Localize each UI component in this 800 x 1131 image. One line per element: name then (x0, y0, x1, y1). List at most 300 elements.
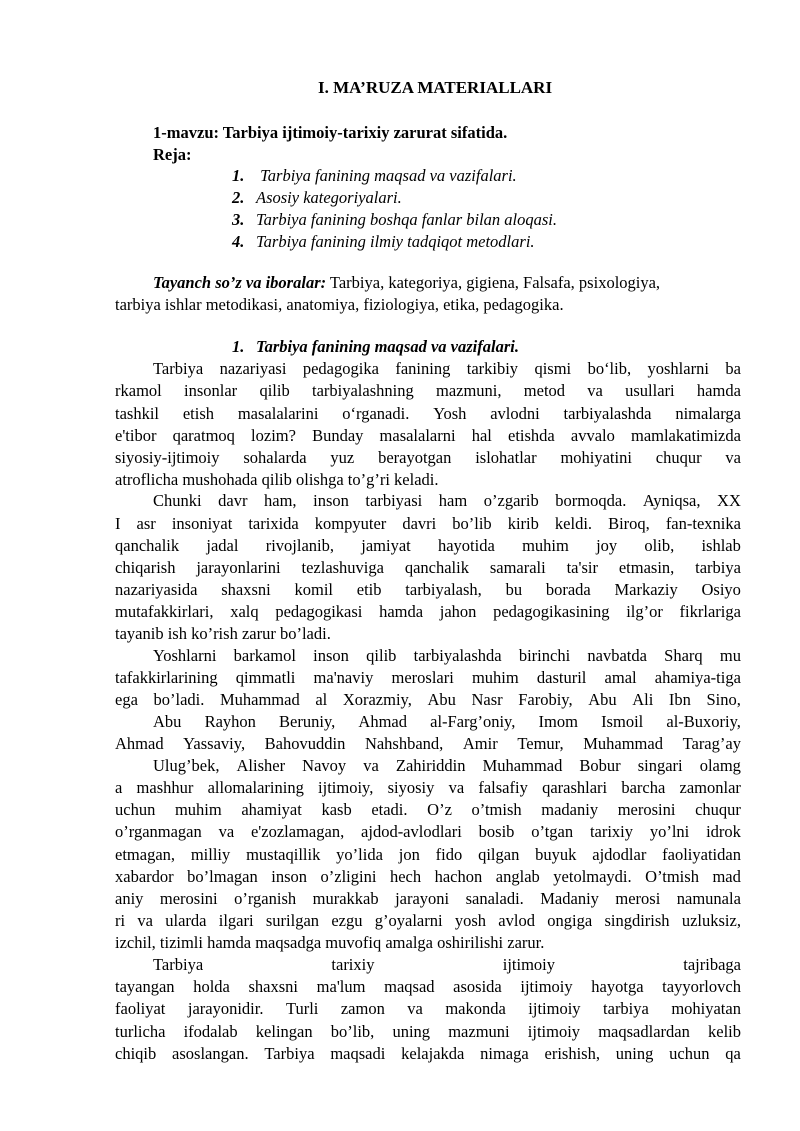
body-word: mashhur (136, 778, 194, 797)
body-word: XX (717, 491, 741, 510)
body-word: ijtimoiy (502, 955, 555, 974)
body-line (153, 646, 741, 666)
body-word: masalalarini (237, 404, 319, 423)
body-word: pedagogika (302, 359, 379, 378)
body-line (115, 822, 741, 842)
body-line (115, 867, 741, 887)
body-word: Biroq, (608, 514, 650, 533)
body-word: tezlashuviga (301, 558, 384, 577)
body-word: Yassaviy, (183, 734, 246, 753)
plan-item-text: Tarbiya fanining maqsad va vazifalari. (256, 166, 517, 185)
body-word: bu (505, 580, 523, 599)
plan-item (232, 210, 557, 230)
body-word: Tarag’ay (682, 734, 741, 753)
body-word: zamon (340, 999, 385, 1018)
body-word: O’z (427, 800, 452, 819)
body-word: Bobur (579, 756, 621, 775)
body-word: o’rganmagan (115, 822, 202, 841)
plan-item-text: Asosiy kategoriyalari. (256, 188, 402, 207)
body-word: Beruniy, (279, 712, 336, 731)
body-word: idrok (706, 822, 741, 841)
body-word: Nahshband, (364, 734, 444, 753)
body-word: birinchi (518, 646, 571, 665)
body-word: ifodalab (183, 1022, 238, 1041)
body-line (115, 690, 741, 710)
body-word: mohiyatan (671, 999, 741, 1018)
page-heading: I. MA’RUZA MATERIALLARI (318, 78, 553, 97)
body-word: Markaziy (614, 580, 678, 599)
body-word: ham, (264, 491, 297, 510)
body-word: chiqib (115, 1044, 157, 1063)
body-word: Ayniqsa, (642, 491, 701, 510)
body-word: nazariyasi (219, 359, 287, 378)
body-word: yetolmaydi. (553, 867, 632, 886)
body-line (115, 1044, 741, 1064)
body-word: tarbiyalash, (405, 580, 482, 599)
body-line: izchil, tizimli hamda maqsadga muvofiq amalga oshirilishi zarur. (115, 933, 545, 952)
body-word: Yosh (433, 404, 467, 423)
body-word: bo’lmagan (187, 867, 258, 886)
body-word: insoniyat (171, 514, 233, 533)
body-line (153, 359, 741, 379)
body-word: o‘rganadi. (342, 404, 410, 423)
body-word: Farobiy, (518, 690, 573, 709)
body-line (153, 712, 741, 732)
body-word: faoliyatidan (662, 845, 741, 864)
plan-item-number: 1. (232, 166, 245, 185)
body-word: ba (725, 359, 741, 378)
body-word: al (315, 690, 328, 709)
body-word: rivojlanib, (265, 536, 334, 555)
body-word: Bunday (312, 426, 364, 445)
body-line: atroflicha mushohada qilib olishga to’g’ri keladi. (115, 470, 439, 489)
body-word: bormoqda. (555, 491, 627, 510)
body-word: mustaqillik (246, 845, 321, 864)
body-word: muhim (522, 536, 569, 555)
body-word: samarali (489, 558, 546, 577)
body-line (115, 426, 741, 446)
body-word: mamlakatimizda (630, 426, 741, 445)
body-word: meroslari (391, 668, 454, 687)
body-word: mad (712, 867, 741, 886)
body-word: tarkibiy (466, 359, 519, 378)
body-word: muhim (471, 668, 519, 687)
body-line (115, 536, 741, 556)
body-word: Muhammad (219, 690, 300, 709)
body-word: maqsadlardan (598, 1022, 690, 1041)
body-word: surilgan (265, 911, 320, 930)
body-word: mazmuni, (435, 381, 502, 400)
body-line (115, 1022, 741, 1042)
body-word: asoslangan. (172, 1044, 249, 1063)
body-word: ma'naviy (313, 668, 374, 687)
body-line (115, 778, 741, 798)
body-word: asosida (453, 977, 502, 996)
section-number: 1. (232, 337, 245, 356)
body-word: e'tibor (115, 426, 157, 445)
body-word: shaxsni (248, 977, 299, 996)
body-word: uning (392, 1022, 431, 1041)
body-word: hayotida (437, 536, 495, 555)
body-word: falsafiy (478, 778, 528, 797)
body-word: qismi (534, 359, 572, 378)
body-word: etmagan, (115, 845, 176, 864)
body-word: uchun (115, 800, 156, 819)
body-word: jahon (439, 602, 477, 621)
section-heading (232, 337, 519, 357)
body-word: chiqarish (115, 558, 176, 577)
body-word: tarbiya (695, 558, 741, 577)
body-word: Navoy (302, 756, 347, 775)
body-line (115, 580, 741, 600)
section-title: Tarbiya fanining maqsad va vazifalari. (256, 337, 519, 356)
body-word: yo’lida (336, 845, 383, 864)
body-line (115, 404, 741, 424)
body-word: maqsadi (330, 1044, 386, 1063)
body-word: tayangan (115, 977, 175, 996)
body-line (115, 381, 741, 401)
body-word: a (115, 778, 123, 797)
body-word: qimmatli (235, 668, 296, 687)
body-word: kirib (507, 514, 539, 533)
body-word: ilg’or (626, 602, 663, 621)
body-word: etishda (508, 426, 555, 445)
body-word: ahamiya-tiga (654, 668, 741, 687)
body-word: tayyorlovch (662, 977, 741, 996)
body-word: Ali (632, 690, 654, 709)
body-word: singari (637, 756, 683, 775)
plan-item-text: Tarbiya fanining ilmiy tadqiqot metodlari. (256, 232, 535, 251)
body-word: Sharq (664, 646, 703, 665)
body-word: Xorazmiy, (342, 690, 412, 709)
body-word: jamiyat (361, 536, 411, 555)
body-word: tajribaga (683, 955, 741, 974)
body-word: uchun (669, 1044, 710, 1063)
body-word: uzluksiz, (681, 911, 741, 930)
body-word: etish (182, 404, 214, 423)
body-word: yosh (454, 911, 487, 930)
body-word: sohalarda (243, 448, 307, 467)
body-word: va (218, 822, 235, 841)
body-word: hal (471, 426, 492, 445)
body-line (153, 491, 741, 511)
body-word: yo’lni (649, 822, 690, 841)
body-word: ongiga (547, 911, 593, 930)
body-word: tarixida (248, 514, 299, 533)
body-word: tarbiyalashda (413, 646, 502, 665)
body-word: kompyuter (314, 514, 387, 533)
body-word: Rayhon (204, 712, 256, 731)
body-word: pedagogikasi (275, 602, 363, 621)
body-word: asr (136, 514, 156, 533)
plan-item-text: Tarbiya fanining boshqa fanlar bilan aloqasi. (256, 210, 558, 229)
body-word: bo’ladi. (153, 690, 205, 709)
body-word: sanaladi. (465, 889, 524, 908)
body-word: ega (115, 690, 138, 709)
body-word: nimalarga (675, 404, 741, 423)
body-word: qa (725, 1044, 741, 1063)
body-word: insonlar (184, 381, 238, 400)
body-word: uning (615, 1044, 654, 1063)
body-word: qilgan (478, 845, 520, 864)
body-line (115, 602, 741, 622)
body-word: qilib (366, 646, 397, 665)
body-word: va (448, 778, 465, 797)
body-word: barkamol (233, 646, 296, 665)
body-word: davr (218, 491, 248, 510)
body-word: merosini (159, 889, 218, 908)
body-word: siyosiy-ijtimoiy (115, 448, 220, 467)
body-word: xabardor (115, 867, 174, 886)
body-word: ri (115, 911, 126, 930)
body-word: lozim? (251, 426, 296, 445)
body-word: al-Farg’oniy, (430, 712, 516, 731)
body-line (115, 448, 741, 468)
body-word: nimaga (480, 1044, 529, 1063)
body-line (115, 558, 741, 578)
body-word: kasb (321, 800, 352, 819)
body-word: Muhammad (583, 734, 663, 753)
body-line: tayanib ish ko’rish zarur bo’ladi. (115, 624, 331, 643)
plan-item (232, 188, 402, 208)
keywords-continuation: tarbiya ishlar metodikasi, anatomiya, fiziologiya, etika, pedagogika. (115, 295, 564, 314)
body-word: muhim (174, 800, 222, 819)
plan-item (232, 232, 535, 252)
body-word: qanchalik (115, 536, 180, 555)
body-word: Zahiriddin (395, 756, 466, 775)
body-line (115, 977, 741, 997)
body-word: joy (596, 536, 618, 555)
body-word: inson (271, 867, 307, 886)
body-word: holda (193, 977, 230, 996)
body-word: erishish, (544, 1044, 600, 1063)
body-word: I (115, 514, 121, 533)
body-word: Osiyo (701, 580, 741, 599)
body-word: nazariyasida (115, 580, 198, 599)
body-word: davri (402, 514, 437, 533)
body-word: anglab (495, 867, 540, 886)
body-word: fido (435, 845, 463, 864)
body-word: qaratmoq (172, 426, 235, 445)
body-word: chuqur (695, 800, 741, 819)
body-line (115, 668, 741, 688)
body-word: Ahmad (115, 734, 164, 753)
body-word: usullari (625, 381, 675, 400)
topic-title: 1-mavzu: Tarbiya ijtimoiy-tarixiy zarurat sifatida. (153, 123, 508, 142)
body-word: ijtimoiy, (318, 778, 374, 797)
body-word: ham (438, 491, 468, 510)
body-word: ma'lum (316, 977, 366, 996)
body-word: siyosiy (387, 778, 435, 797)
body-word: Ismoil (601, 712, 644, 731)
body-word: bo‘lib, (587, 359, 632, 378)
body-word: o’zligini (320, 867, 377, 886)
body-word: amal (604, 668, 637, 687)
body-word: o’tgan (531, 822, 574, 841)
body-word: Sino, (706, 690, 741, 709)
body-word: va (407, 999, 423, 1018)
body-word: ahamiyat (241, 800, 302, 819)
body-word: hamda (379, 602, 424, 621)
body-word: kelajakda (401, 1044, 465, 1063)
body-word: ularda (165, 911, 207, 930)
body-word: murakkab (312, 889, 379, 908)
body-word: milliy (190, 845, 231, 864)
body-word: Ulug’bek, (153, 756, 220, 775)
plan-item-number: 4. (232, 232, 245, 251)
body-word: mutafakkirlari, (115, 602, 214, 621)
body-word: tarbiyasi (365, 491, 423, 510)
body-word: pedagogikasining (493, 602, 610, 621)
body-word: Tarbiya (264, 1044, 315, 1063)
body-word: Madaniy (540, 889, 599, 908)
body-word: etib (356, 580, 382, 599)
body-word: va (587, 381, 603, 400)
body-word: Bahovuddin (264, 734, 346, 753)
body-word: inson (313, 646, 349, 665)
body-word: kelingan (255, 1022, 313, 1041)
body-word: zamonlar (679, 778, 741, 797)
body-word: va (137, 911, 153, 930)
body-word: makonda (445, 999, 506, 1018)
body-word: qarashlari (542, 778, 608, 797)
body-line (115, 889, 741, 909)
body-word: ijtimoiy (528, 999, 581, 1018)
body-word: fanining (395, 359, 451, 378)
body-word: inson (313, 491, 349, 510)
keywords-line (153, 273, 660, 293)
body-word: shaxsni (221, 580, 271, 599)
body-word: Tarbiya (153, 359, 204, 378)
body-word: hech (389, 867, 422, 886)
body-word: namunala (676, 889, 741, 908)
body-word: turlicha (115, 1022, 166, 1041)
body-word: fan-texnika (665, 514, 741, 533)
body-word: tarixiy (331, 955, 375, 974)
body-word: allomalarining (207, 778, 304, 797)
body-word: rkamol (115, 381, 162, 400)
body-word: singdirish (604, 911, 670, 930)
body-word: bo’lib (452, 514, 492, 533)
body-word: Yoshlarni (153, 646, 217, 665)
body-word: va (363, 756, 379, 775)
body-word: merosi (615, 889, 661, 908)
body-word: Muhammad (482, 756, 563, 775)
body-line (115, 514, 741, 534)
body-word: tarbiyalashda (563, 404, 652, 423)
body-word: komil (294, 580, 333, 599)
body-line (115, 911, 741, 931)
body-word: Temur, (517, 734, 564, 753)
body-word: Ibn (668, 690, 691, 709)
body-word: al-Buxoriy, (666, 712, 741, 731)
body-word: ijtimoiy (520, 977, 573, 996)
body-word: Abu (153, 712, 182, 731)
body-word: ajdodlar (592, 845, 647, 864)
body-word: avlod (498, 911, 535, 930)
body-word: islohatlar (475, 448, 537, 467)
body-line (153, 955, 741, 975)
body-word: jarayonidir. (187, 999, 264, 1018)
body-word: o’rganish (234, 889, 297, 908)
body-word: g’oyalarni (374, 911, 443, 930)
body-word: keldi. (554, 514, 593, 533)
body-word: ilgari (218, 911, 254, 930)
body-word: hayotga (591, 977, 644, 996)
body-word: Tarbiya (153, 955, 204, 974)
body-line (115, 800, 741, 820)
body-word: Amir (462, 734, 498, 753)
body-word: berayotgan (378, 448, 452, 467)
body-word: olib, (644, 536, 675, 555)
keywords-text: Tarbiya, kategoriya, gigiena, Falsafa, psixologiya, (326, 273, 661, 292)
body-word: Ahmad (358, 712, 407, 731)
body-word: tashkil (115, 404, 159, 423)
body-word: bosib (478, 822, 515, 841)
body-word: jarayonlarini (196, 558, 281, 577)
body-word: borada (545, 580, 591, 599)
body-word: Abu (588, 690, 617, 709)
body-word: barcha (621, 778, 666, 797)
body-word: yoshlarni (647, 359, 709, 378)
body-line (115, 999, 741, 1019)
body-word: aniy (115, 889, 144, 908)
body-word: fikrlariga (679, 602, 741, 621)
body-word: xalq (230, 602, 259, 621)
body-line (153, 756, 741, 776)
body-word: O’tmish (645, 867, 699, 886)
plan-item-number: 3. (232, 210, 245, 229)
body-word: kelib (708, 1022, 741, 1041)
body-word: bo’lib, (330, 1022, 375, 1041)
body-word: o’zgarib (483, 491, 539, 510)
body-word: yuz (330, 448, 355, 467)
body-word: va (725, 448, 741, 467)
body-word: mazmuni (448, 1022, 510, 1041)
body-line (115, 845, 741, 865)
body-word: ta'sir (566, 558, 598, 577)
plan-label: Reja: (153, 145, 192, 164)
body-word: chuqur (655, 448, 702, 467)
body-word: Nasr (471, 690, 503, 709)
body-word: etmasin, (618, 558, 675, 577)
plan-item-number: 2. (232, 188, 245, 207)
plan-item (232, 166, 517, 186)
body-word: o’tmish (471, 800, 522, 819)
body-word: avvalo (570, 426, 615, 445)
body-word: maqsad (384, 977, 435, 996)
body-word: Alisher (236, 756, 286, 775)
body-word: qanchalik (404, 558, 469, 577)
body-word: ajdod-avlodlari (361, 822, 462, 841)
body-word: tafakkirlarining (115, 668, 218, 687)
body-word: ijtimoiy (527, 1022, 581, 1041)
body-word: ishlab (701, 536, 741, 555)
body-word: jon (398, 845, 420, 864)
body-word: madaniy (541, 800, 599, 819)
body-word: hamda (696, 381, 741, 400)
body-word: buyuk (535, 845, 577, 864)
body-word: Turli (285, 999, 319, 1018)
body-word: jarayoni (395, 889, 450, 908)
body-word: e'zozlamagan, (250, 822, 345, 841)
body-word: qilib (259, 381, 290, 400)
body-word: Imom (538, 712, 578, 731)
body-word: etadi. (371, 800, 408, 819)
body-word: masalalarni (379, 426, 456, 445)
body-word: ezgu (331, 911, 363, 930)
body-word: merosini (617, 800, 676, 819)
